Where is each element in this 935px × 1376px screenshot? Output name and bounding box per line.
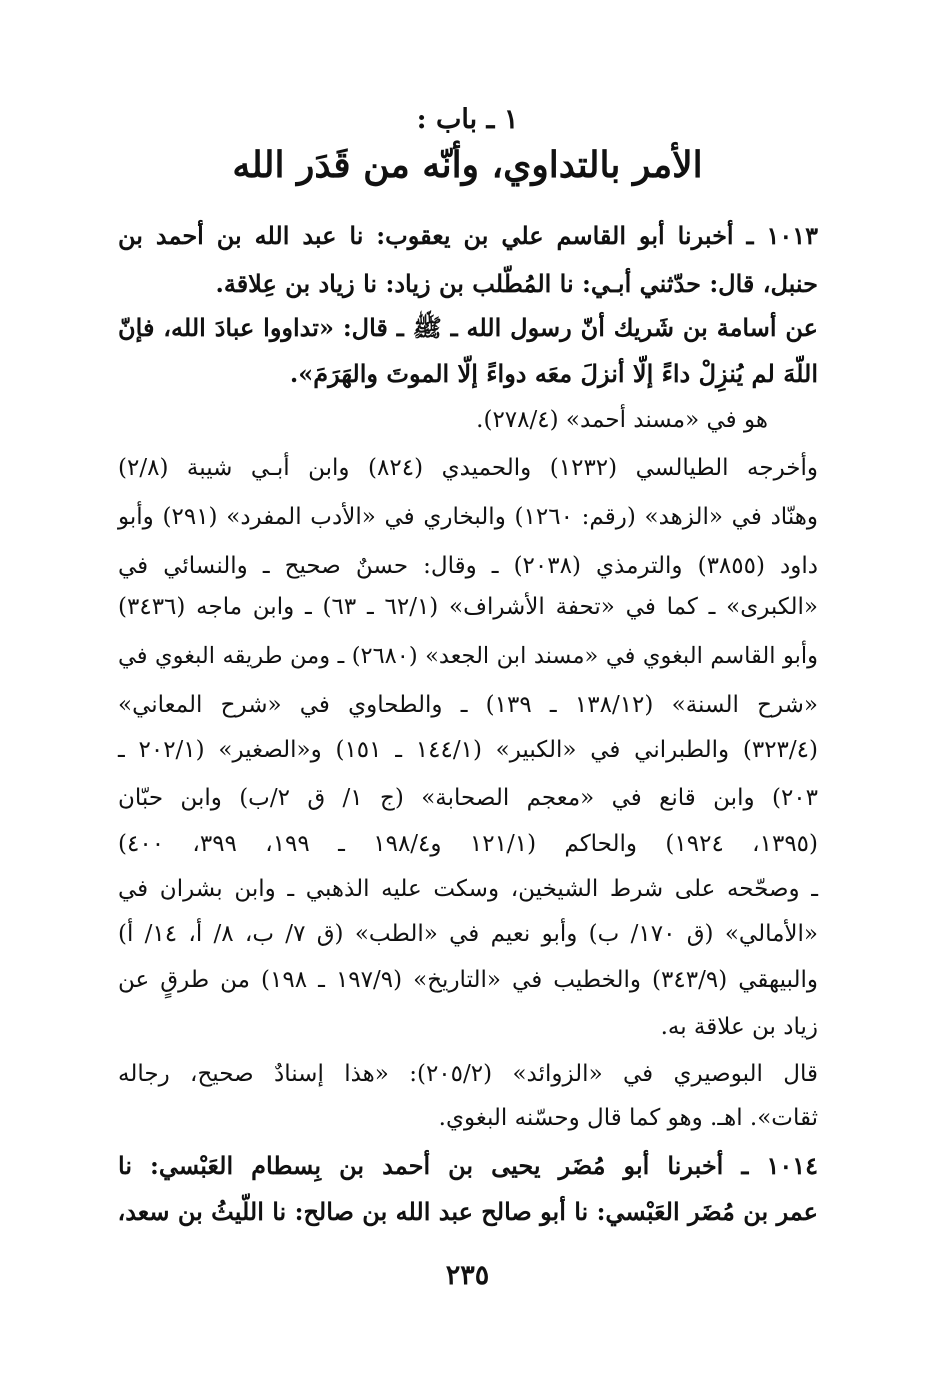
takhrij-line-9: (١٣٩٥، ١٩٢٤) والحاكم (١٢١/١ و١٩٨/٤ ـ ١٩٩، ٣٩٩، ٤٠٠) <box>118 831 819 857</box>
busiri-line-2: ثقات». اهـ. وهو كما قال وحسّنه البغوي. <box>438 1105 818 1131</box>
hadith-1014-isnad-line-1: ١٠١٤ ـ أخبرنا أبو مُضَر يحيى بن أحمد بن بِسطام العَبْسي: نا <box>118 1151 818 1180</box>
takhrij-line-2: وهنّاد في «الزهد» (رقم: ١٢٦٠) والبخاري في «الأدب المفرد» (٢٩١) وأبو <box>118 504 818 530</box>
takhrij-line-12: والبيهقي (٣٤٣/٩) والخطيب في «التاريخ» (١٩٧/٩ ـ ١٩٨) من طرقٍ عن <box>118 967 819 993</box>
takhrij-line-6: «شرح السنة» (١٣٨/١٢ ـ ١٣٩) ـ والطحاوي في «شرح المعاني» <box>118 692 818 718</box>
takhrij-line-5: وأبو القاسم البغوي في «مسند ابن الجعد» (٢٦٨٠) ـ ومن طريقه البغوي في <box>118 643 819 669</box>
chapter-number: ١ ـ باب : <box>416 104 519 135</box>
hadith-1013-isnad-line-2: حنبل، قال: حدّثني أبـي: نا المُطّلب بن زياد: نا زياد بن عِلاقة. <box>215 269 818 298</box>
takhrij-line-13: زياد بن علاقة به. <box>660 1014 818 1040</box>
takhrij-line-10: ـ وصحّحه على شرط الشيخين، وسكت عليه الذهبي ـ وابن بشران في <box>118 876 818 902</box>
chapter-title: الأمر بالتداوي، وأنّه من قَدَر الله <box>232 144 703 186</box>
source-note: هو في «مسند أحمد» (٢٧٨/٤). <box>476 407 768 433</box>
takhrij-line-11: «الأمالي» (ق ١٧٠/ ب) وأبو نعيم في «الطب» (ق ٧/ ب، ٨/ أ، ١٤/ أ) <box>118 921 818 947</box>
takhrij-line-3: داود (٣٨٥٥) والترمذي (٢٠٣٨) ـ وقال: حسنٌ صحيح ـ والنسائي في <box>118 553 818 579</box>
takhrij-line-4: «الكبرى» ـ كما في «تحفة الأشراف» (٦٢/١ ـ ٦٣) ـ وابن ماجه (٣٤٣٦) <box>118 594 818 620</box>
takhrij-line-8: ٢٠٣) وابن قانع في «معجم الصحابة» (ج ١/ ق ٢/ب) وابن حبّان <box>118 785 818 811</box>
hadith-1013-matn-line-1: عن أسامة بن شَريك أنّ رسول الله ـ ﷺ ـ قال: «تداووا عبادَ الله، فإنّ <box>118 313 818 342</box>
hadith-1014-isnad-line-2: عمر بن مُضَر العَبْسي: نا أبو صالح عبد الله بن صالح: نا اللّيثُ بن سعد، <box>117 1197 818 1226</box>
page-number: ٢٣٥ <box>445 1260 490 1291</box>
busiri-line-1: قال البوصيري في «الزوائد» (٢٠٥/٢): «هذا إسنادٌ صحيح، رجاله <box>118 1061 818 1087</box>
hadith-1013-isnad-line-1: ١٠١٣ ـ أخبرنا أبو القاسم علي بن يعقوب: نا عبد الله بن أحمد بن <box>118 221 818 250</box>
hadith-1013-matn-line-2: اللّهَ لم يُنزِلْ داءً إلّا أنزلَ معَه دواءً إلّا الموتَ والهَرَمَ». <box>289 359 818 388</box>
takhrij-line-7: (٣٢٣/٤) والطبراني في «الكبير» (١٤٤/١ ـ ١٥١) و«الصغير» (٢٠٢/١ ـ <box>118 737 818 763</box>
takhrij-line-1: وأخرجه الطيالسي (١٢٣٢) والحميدي (٨٢٤) وابن أبـي شيبة (٢/٨) <box>118 455 819 481</box>
